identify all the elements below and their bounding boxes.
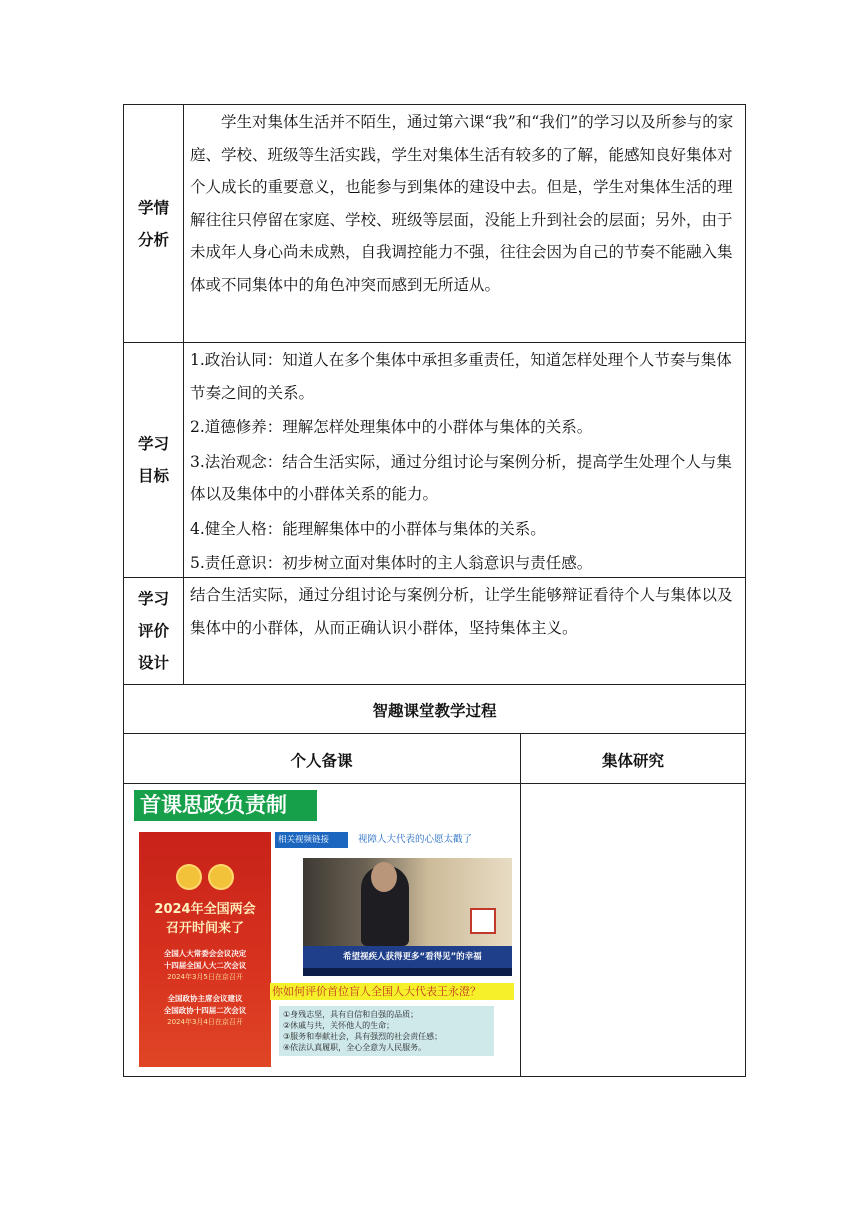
poster-cppcc-date: 2024年3月4日在京召开: [167, 1018, 243, 1026]
answer-item: ③服务和奉献社会，具有强烈的社会责任感；: [283, 1032, 443, 1041]
news-video-thumbnail[interactable]: [303, 858, 512, 976]
news-ticker: [303, 968, 512, 976]
evaluation-row: [123, 578, 746, 685]
goal-item: 3.法治观念：结合生活实际，通过分组讨论与案例分析，提高学生处理个人与集体以及集体中的小群体关系的能力。: [190, 452, 732, 503]
group-research-header: 集体研究: [601, 752, 664, 770]
goal-item: 4.健全人格：能理解集体中的小群体与集体的关系。: [190, 519, 546, 538]
qr-code-icon: [470, 908, 496, 934]
slide-answers: [279, 1006, 494, 1056]
goal-item: 1.政治认同：知道人在多个集体中承担多重责任，知道怎样处理个人节奏与集体节奏之间的关系。: [190, 351, 732, 402]
process-title-row: [123, 685, 746, 734]
evaluation-text: 结合生活实际，通过分组讨论与案例分析，让学生能够辩证看待个人与集体以及集体中的小群体，从而正确认识小群体，坚持集体主义。: [190, 586, 733, 637]
poster-headline: 2024年全国两会 召开时间来了: [154, 902, 256, 936]
cppcc-emblem-icon: [208, 864, 234, 890]
poster-npc-text: 全国人大常委会会议决定 十四届全国人大二次会议: [163, 949, 247, 970]
answer-item: ①身残志坚，具有自信和自强的品质；: [283, 1010, 419, 1019]
speaker-head: [371, 862, 397, 892]
lesson-slide: [134, 790, 515, 1070]
slide-title: 首课思政负责制: [134, 790, 317, 821]
video-link-badge[interactable]: 相关视频链接: [275, 832, 348, 848]
personal-prep-header: 个人备课: [290, 752, 353, 770]
column-header-row: [123, 734, 746, 784]
national-emblem-icon: [176, 864, 202, 890]
answer-item: ④依法认真履职，全心全意为人民服务。: [283, 1043, 427, 1052]
goal-item: 2.道德修养：理解怎样处理集体中的小群体与集体的关系。: [190, 418, 593, 436]
video-title: 视障人大代表的心愿太戳了: [358, 834, 473, 845]
learning-goals-list: [190, 344, 738, 582]
slide-question: 你如何评价首位盲人全国人大代表王永澄？: [270, 983, 514, 1000]
column-divider: [520, 734, 521, 1077]
learning-analysis-text: 学生对集体生活并不陌生，通过第六课“我”和“我们”的学习以及所参与的家庭、学校、班级等生活实践，学生对集体生活有较多的了解，能感知良好集体对个人成长的重要意义，也能参与到集体的建设中去。但是，学生对集体生活的理解往往只停留在家庭、学校、班级等层面，没能上升到社会的层面；另外，由于未成年人身心尚未成熟，自我调控能力不强，往往会因为自己的节奏不能融入集体或不同集体中的角色冲突而感到无所适从。: [190, 113, 734, 294]
learning-analysis-row: [123, 104, 746, 343]
process-title: 智趣课堂教学过程: [372, 702, 497, 720]
emblem-icons: [139, 864, 271, 890]
answer-item: ②休戚与共，关怀他人的生命；: [283, 1021, 395, 1030]
learning-goals-row: [123, 342, 746, 578]
learning-analysis-label: 学情 分析: [124, 105, 184, 342]
video-caption: 希望视疾人获得更多“看得见”的幸福: [303, 946, 512, 968]
two-sessions-poster: [139, 832, 271, 1067]
poster-npc-date: 2024年3月5日在京召开: [167, 973, 243, 981]
evaluation-label: 学习 评价 设计: [124, 578, 184, 684]
learning-goals-label: 学习 目标: [124, 342, 184, 577]
poster-cppcc-text: 全国政协主席会议建议 全国政协十四届二次会议: [163, 994, 247, 1015]
goal-item: 5.责任意识：初步树立面对集体时的主人翁意识与责任感。: [190, 554, 593, 572]
